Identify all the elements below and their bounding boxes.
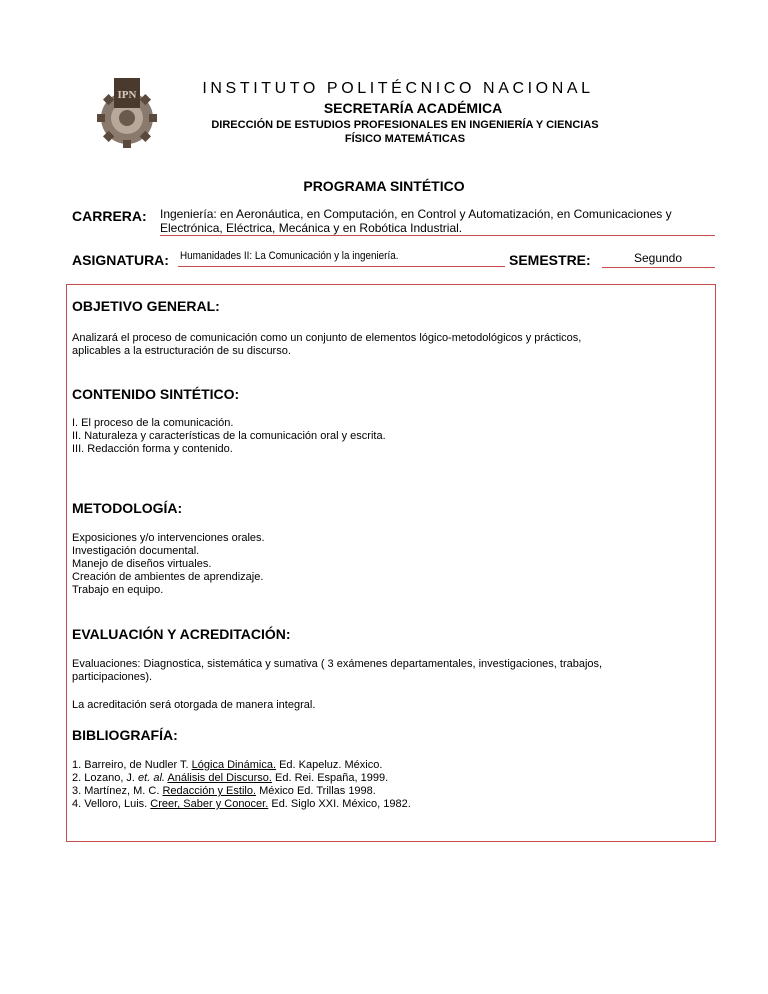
asignatura-rule bbox=[178, 266, 505, 267]
reference-item bbox=[72, 759, 702, 772]
semestre-rule bbox=[602, 267, 715, 268]
evaluacion-title: EVALUACIÓN Y ACREDITACIÓN: bbox=[72, 626, 291, 642]
evaluacion-text bbox=[72, 658, 702, 684]
carrera-line-1: Ingeniería: en Aeronáutica, en Computación, en Control y Automatización, en Comunicaciones y bbox=[160, 207, 672, 221]
reference-author: 1. Barreiro, de Nudler T. bbox=[72, 759, 192, 771]
institute-title: INSTITUTO POLITÉCNICO NACIONAL bbox=[202, 80, 594, 97]
ipn-logo bbox=[96, 72, 158, 152]
objetivo-line-2: aplicables a la estructuración de su discurso. bbox=[72, 345, 291, 357]
reference-title: Análisis del Discurso. bbox=[167, 772, 272, 784]
reference-title: Lógica Dinámica. bbox=[191, 759, 277, 771]
carrera-rule bbox=[160, 235, 715, 236]
asignatura-label: ASIGNATURA: bbox=[72, 252, 169, 268]
metodologia-title: METODOLOGÍA: bbox=[72, 500, 183, 516]
contenido-title: CONTENIDO SINTÉTICO: bbox=[72, 386, 240, 402]
objetivo-title: OBJETIVO GENERAL: bbox=[72, 298, 220, 314]
reference-item bbox=[72, 798, 702, 811]
reference-title: Redacción y Estilo. bbox=[162, 785, 257, 797]
reference-author: 4. Velloro, Luis. bbox=[72, 798, 151, 810]
reference-author: 2. Lozano, J. bbox=[72, 772, 139, 784]
semestre-label: SEMESTRE: bbox=[509, 252, 591, 268]
reference-item bbox=[72, 785, 702, 798]
direccion-line-2: FÍSICO MATEMÁTICAS bbox=[344, 133, 466, 145]
reference-publisher: Ed. Rei. España, 1999. bbox=[271, 772, 389, 784]
bibliografia-title: BIBLIOGRAFÍA: bbox=[72, 727, 178, 743]
bibliografia-list bbox=[72, 759, 702, 811]
reference-publisher: Ed. Kapeluz. México. bbox=[276, 759, 383, 771]
reference-publisher: México Ed. Trillas 1998. bbox=[256, 785, 376, 797]
direccion-title bbox=[150, 118, 660, 146]
list-item: I. El proceso de la comunicación. bbox=[72, 417, 234, 429]
carrera-line-2: Electrónica, Eléctrica, Mecánica y en Robótica Industrial. bbox=[160, 221, 463, 235]
reference-etal: et. al. bbox=[138, 772, 165, 784]
metodologia-list bbox=[72, 532, 702, 597]
list-item: Trabajo en equipo. bbox=[72, 584, 164, 596]
carrera-value bbox=[160, 207, 720, 235]
contenido-list bbox=[72, 417, 702, 456]
list-item: Exposiciones y/o intervenciones orales. bbox=[72, 532, 265, 544]
evaluacion-line-1: Evaluaciones: Diagnostica, sistemática y sumativa ( 3 exámenes departamentales, investigaciones, trabajos, bbox=[72, 658, 603, 670]
carrera-label: CARRERA: bbox=[72, 208, 147, 224]
reference-title: Creer, Saber y Conocer. bbox=[150, 798, 269, 810]
programa-title: PROGRAMA SINTÉTICO bbox=[303, 178, 465, 194]
objetivo-line-1: Analizará el proceso de comunicación como un conjunto de elementos lógico-metodológicos y prácticos, bbox=[72, 332, 582, 344]
direccion-line-1: DIRECCIÓN DE ESTUDIOS PROFESIONALES EN INGENIERÍA Y CIENCIAS bbox=[211, 119, 599, 131]
logo-text: IPN bbox=[117, 89, 137, 101]
reference-publisher: Ed. Siglo XXI. México, 1982. bbox=[268, 798, 411, 810]
semestre-value: Segundo bbox=[633, 251, 683, 265]
evaluacion-line-2: participaciones). bbox=[72, 671, 153, 683]
objetivo-text bbox=[72, 332, 702, 358]
secretaria-title: SECRETARÍA ACADÉMICA bbox=[323, 100, 503, 116]
acreditacion-text: La acreditación será otorgada de manera integral. bbox=[72, 699, 316, 711]
list-item: Manejo de diseños virtuales. bbox=[72, 558, 212, 570]
reference-item bbox=[72, 772, 702, 785]
reference-author: 3. Martínez, M. C. bbox=[72, 785, 163, 797]
list-item: Investigación documental. bbox=[72, 545, 200, 557]
list-item: II. Naturaleza y características de la comunicación oral y escrita. bbox=[72, 430, 386, 442]
asignatura-value: Humanidades II: La Comunicación y la ingeniería. bbox=[180, 250, 399, 262]
list-item: III. Redacción forma y contenido. bbox=[72, 443, 233, 455]
list-item: Creación de ambientes de aprendizaje. bbox=[72, 571, 264, 583]
